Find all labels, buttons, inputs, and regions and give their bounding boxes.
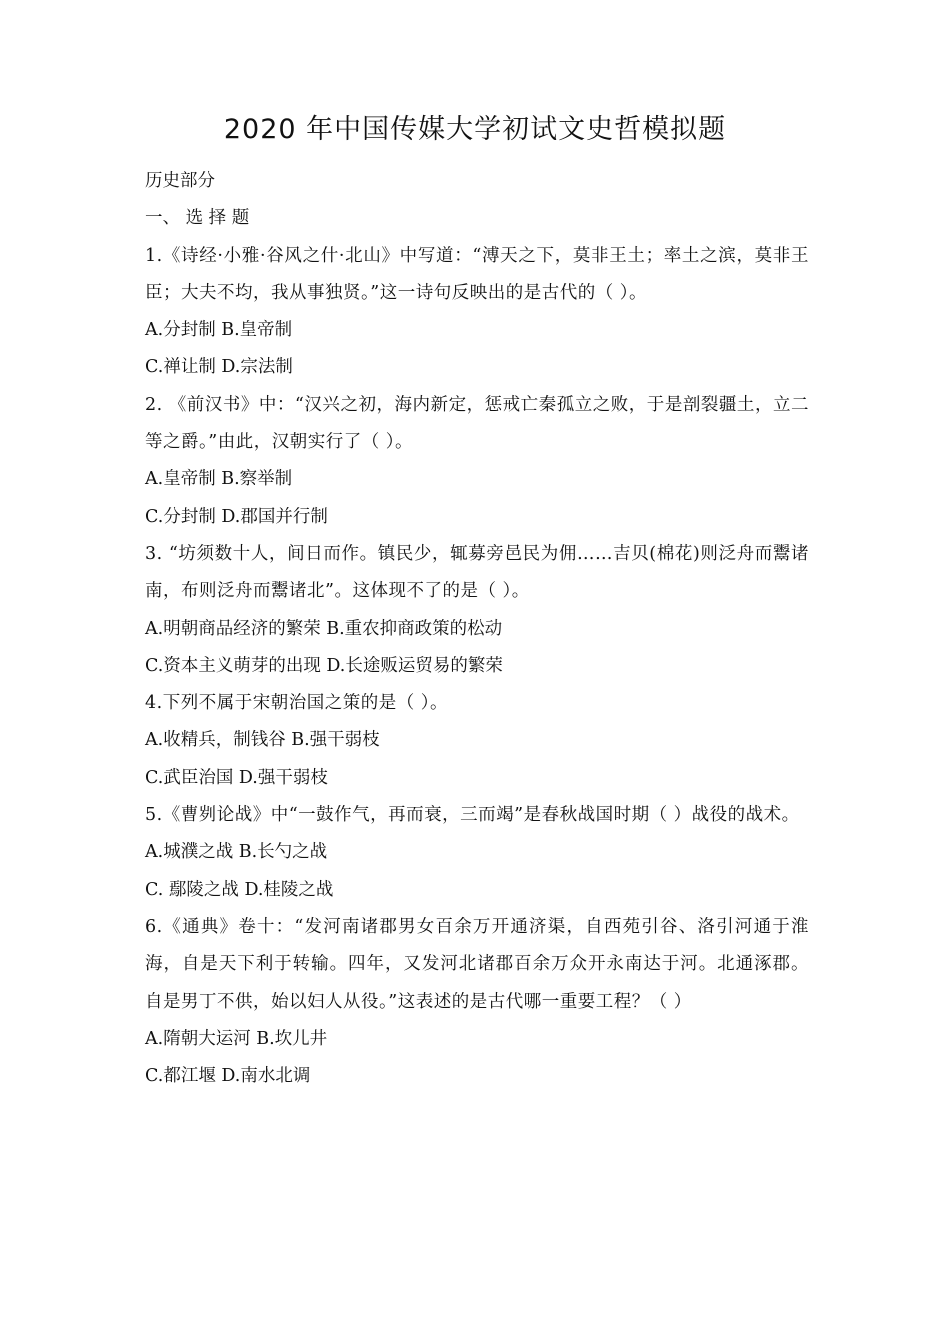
question-3 — [145, 536, 809, 685]
question-options-row: C.资本主义萌芽的出现 D.长途贩运贸易的繁荣 — [145, 655, 503, 676]
document-title: 2020 年中国传媒大学初试文史哲模拟题 — [223, 114, 727, 145]
question-stem: 1.《诗经·小雅·谷风之什·北山》中写道：“溥天之下，莫非王土；率土之滨，莫非王臣；大夫不均，我从事独贤。”这一诗句反映出的是古代的（ ）。 — [145, 245, 809, 303]
question-5 — [145, 797, 809, 909]
question-stem: 5.《曹刿论战》中“一鼓作气，再而衰，三而竭”是春秋战国时期（ ）战役的战术。 — [145, 805, 800, 826]
question-options-row: A.分封制 B.皇帝制 — [145, 320, 293, 341]
question-options-row: C.禅让制 D.宗法制 — [145, 357, 293, 378]
question-2 — [145, 387, 809, 536]
question-1 — [145, 238, 809, 387]
question-options-row: A.明朝商品经济的繁荣 B.重农抑商政策的松动 — [145, 618, 503, 639]
question-options-row: A.皇帝制 B.察举制 — [145, 469, 293, 490]
question-options-row: C.都江堰 D.南水北调 — [145, 1066, 311, 1087]
question-stem: 3. “坊须数十人，间日而作。镇民少，辄募旁邑民为佣……吉贝(棉花)则泛舟而鬻诸南，布则泛舟而鬻诸北”。这体现不了的是（ ）。 — [145, 543, 809, 602]
question-options-row: C. 鄢陵之战 D.桂陵之战 — [145, 879, 334, 900]
section-heading: 历史部分 — [145, 171, 215, 191]
question-options-row: A.城濮之战 B.长勺之战 — [145, 842, 328, 863]
subsection-heading: 一、 选 择 题 — [145, 208, 250, 229]
document-body — [145, 163, 809, 1095]
question-stem: 2. 《前汉书》中：“汉兴之初，海内新定，惩戒亡秦孤立之败，于是剖裂疆土，立二等之爵。”由此，汉朝实行了（ ）。 — [145, 394, 809, 453]
question-4 — [145, 685, 809, 797]
question-options-row: A.收精兵，制钱谷 B.强干弱枝 — [145, 730, 380, 751]
question-options-row: C.武臣治国 D.强干弱枝 — [145, 767, 328, 788]
question-options-row: A.隋朝大运河 B.坎儿井 — [145, 1028, 328, 1049]
question-6 — [145, 909, 809, 1095]
question-options-row: C.分封制 D.郡国并行制 — [145, 506, 328, 527]
question-stem: 6.《通典》卷十：“发河南诸郡男女百余万开通济渠，自西苑引谷、洛引河通于淮海，自是天下利于转输。四年，又发河北诸郡百余万众开永南达于河。北通涿郡。自是男丁不供，始以妇人从役。”这表述的是古代哪一重要工程？（ ） — [145, 916, 809, 1012]
question-stem: 4.下列不属于宋朝治国之策的是（ ）。 — [145, 693, 449, 714]
